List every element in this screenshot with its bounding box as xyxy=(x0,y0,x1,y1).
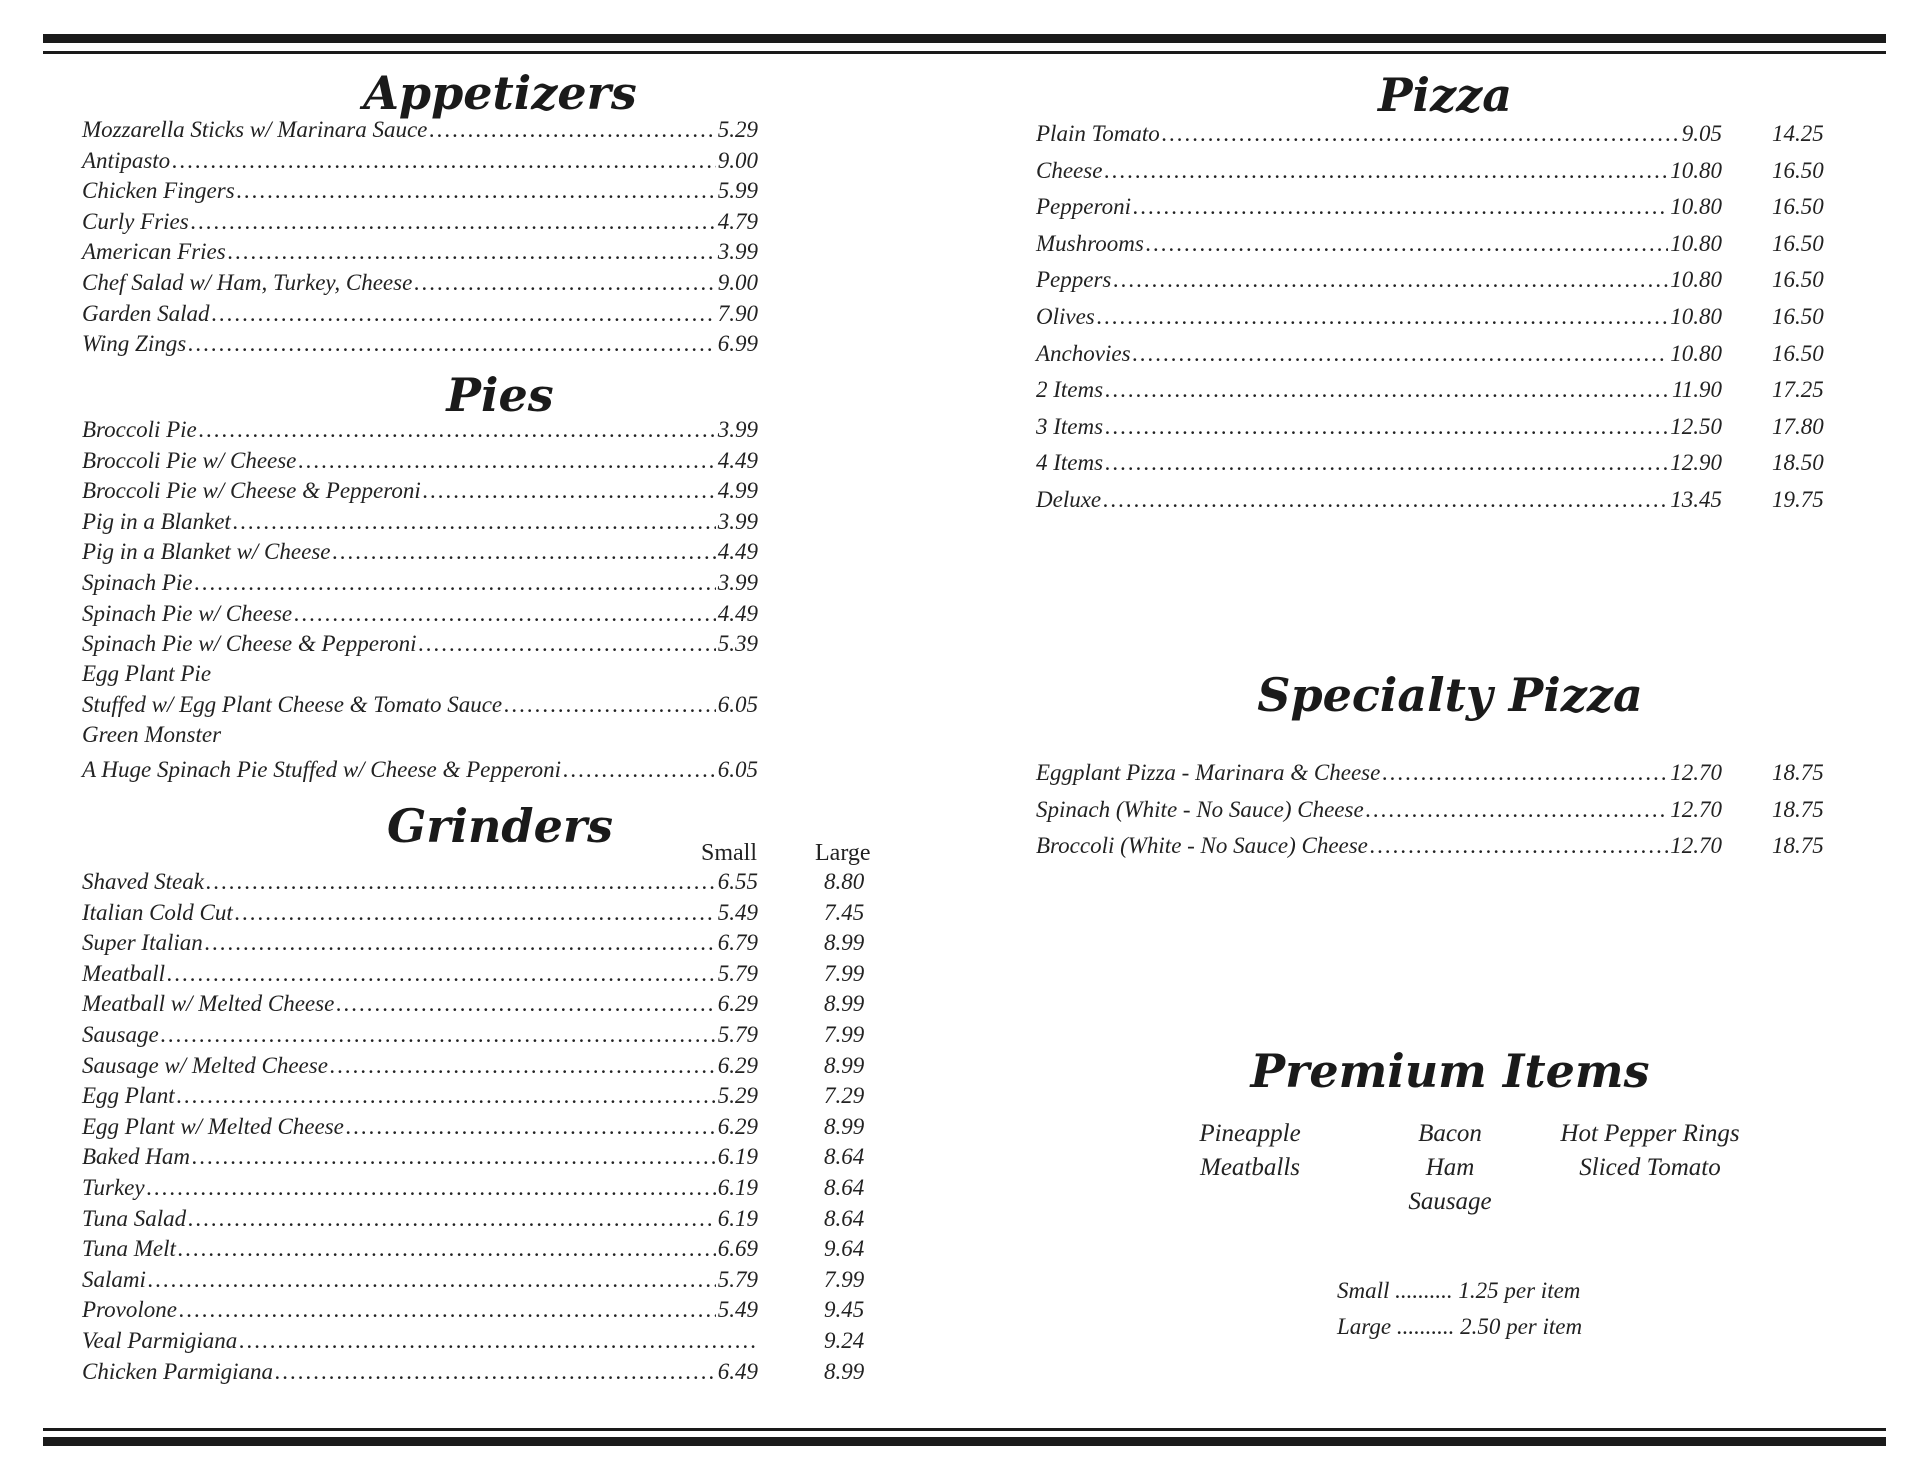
item-price: 10.80 xyxy=(1670,194,1722,220)
pies-list xyxy=(82,417,758,667)
appetizers-list xyxy=(82,117,758,367)
item-name: Broccoli Pie w/ Cheese & Pepperoni xyxy=(82,478,421,504)
item-price: 5.79 xyxy=(717,960,758,986)
dot-leader xyxy=(298,448,715,474)
item-name: Mozzarella Sticks w/ Marinara Sauce xyxy=(82,117,428,142)
dot-leader xyxy=(419,631,716,657)
list-item xyxy=(82,1358,865,1389)
item-price-large: 16.50 xyxy=(1772,194,1824,220)
item-price: 13.45 xyxy=(1670,487,1722,512)
dot-leader xyxy=(414,270,715,296)
dot-leader xyxy=(1133,194,1668,220)
item-price-large: 16.50 xyxy=(1772,340,1824,366)
premium-toppings-col-2 xyxy=(1350,1117,1550,1219)
item-price-large: 18.75 xyxy=(1772,833,1824,859)
dot-leader xyxy=(1105,377,1670,403)
list-item xyxy=(82,1297,865,1327)
item-price: 4.79 xyxy=(717,208,758,234)
item-price-large: 8.99 xyxy=(824,1052,865,1078)
item-name: Chef Salad w/ Ham, Turkey, Cheese xyxy=(82,270,413,295)
grinders-large-header: Large xyxy=(815,840,871,866)
item-price: 9.05 xyxy=(1681,121,1722,146)
list-item xyxy=(1036,157,1824,188)
item-price-large: 7.29 xyxy=(824,1083,865,1109)
appetizers-heading: Appetizers xyxy=(363,66,637,120)
dot-leader xyxy=(192,1144,716,1170)
item-price-large: 17.80 xyxy=(1772,413,1824,439)
item-name: American Fries xyxy=(82,239,226,265)
dot-leader xyxy=(1146,231,1668,257)
item-price-large: 9.64 xyxy=(824,1236,865,1262)
item-price: 6.29 xyxy=(717,991,758,1017)
item-price: 4.99 xyxy=(717,478,758,504)
dot-leader xyxy=(332,539,715,565)
item-name: Veal Parmigiana xyxy=(82,1328,238,1353)
list-item xyxy=(82,991,865,1021)
item-price: 4.49 xyxy=(717,539,758,565)
item-price: 3.99 xyxy=(717,239,758,265)
item-price: 5.39 xyxy=(717,631,758,657)
list-item xyxy=(82,570,758,600)
list-item xyxy=(82,1022,865,1052)
grinders-small-header: Small xyxy=(701,840,758,866)
item-price: 5.29 xyxy=(717,1083,758,1109)
item-price: 7.90 xyxy=(717,300,758,326)
list-item xyxy=(82,301,758,331)
item-price: 3.99 xyxy=(717,417,758,442)
item-name: Tuna Salad xyxy=(82,1205,187,1231)
item-price: 12.70 xyxy=(1670,760,1722,785)
item-name: Cheese xyxy=(1036,157,1103,183)
item-price: 10.80 xyxy=(1670,304,1722,329)
item-name: Provolone xyxy=(82,1297,177,1323)
list-item xyxy=(82,117,758,147)
dot-leader xyxy=(1105,450,1668,476)
item-name: Eggplant Pizza - Marinara & Cheese xyxy=(1036,760,1381,785)
dot-leader xyxy=(239,1328,756,1354)
pizza-heading: Pizza xyxy=(1377,68,1513,122)
item-price: 10.80 xyxy=(1670,230,1722,256)
item-name: Wing Zings xyxy=(82,331,187,357)
item-price: 11.90 xyxy=(1671,377,1722,403)
item-name: Egg Plant xyxy=(82,1083,175,1109)
specialty-pizza-heading: Specialty Pizza xyxy=(1257,668,1643,722)
list-item: Stuffed w/ Egg Plant Cheese & Tomato Sauce ..... 6.05 xyxy=(82,692,758,722)
item-name: Sausage xyxy=(82,1022,159,1047)
item-price-large: 18.75 xyxy=(1772,760,1824,785)
item-name: Super Italian xyxy=(82,930,203,956)
item-price: 10.80 xyxy=(1670,340,1722,366)
top-rule-thin xyxy=(43,51,1886,54)
item-name: Chicken Fingers xyxy=(82,178,235,204)
item-price: 6.49 xyxy=(717,1358,758,1384)
item-name: Broccoli Pie w/ Cheese xyxy=(82,447,297,473)
list-item xyxy=(1036,267,1824,297)
item-price: 9.00 xyxy=(717,147,758,173)
item-price-large: 7.45 xyxy=(824,899,865,925)
item-price-large: 9.24 xyxy=(824,1328,865,1353)
dot-leader xyxy=(161,1022,716,1048)
list-item xyxy=(1036,304,1824,334)
premium-topping: Hot Pepper Rings xyxy=(1560,1120,1740,1147)
item-price: 12.50 xyxy=(1670,413,1722,439)
item-price-large: 8.99 xyxy=(824,1358,865,1384)
dot-leader xyxy=(191,209,716,235)
item-name: Meatball xyxy=(82,960,166,986)
egg-plant-pie-title: Egg Plant Pie xyxy=(82,661,212,686)
list-item xyxy=(82,899,865,930)
dot-leader xyxy=(275,1359,716,1385)
premium-topping: Sliced Tomato xyxy=(1579,1154,1721,1181)
item-price: 4.49 xyxy=(717,447,758,473)
item-price-large: 16.50 xyxy=(1772,157,1824,183)
item-name: Pepperoni xyxy=(1036,194,1131,220)
item-price: 5.49 xyxy=(717,899,758,925)
dot-leader xyxy=(1382,760,1668,786)
list-item xyxy=(1036,121,1824,151)
dot-leader xyxy=(172,148,716,174)
item-price: 10.80 xyxy=(1670,267,1722,293)
dot-leader xyxy=(1366,797,1669,823)
dot-leader xyxy=(188,331,716,357)
item-name: Garden Salad xyxy=(82,300,210,326)
item-price-large: 19.75 xyxy=(1772,487,1824,512)
item-name: Egg Plant w/ Melted Cheese xyxy=(82,1113,344,1139)
grinders-heading: Grinders xyxy=(386,799,613,853)
list-item xyxy=(82,417,758,447)
item-name: Shaved Steak xyxy=(82,869,204,894)
item-name: Tuna Melt xyxy=(82,1236,176,1262)
list-item xyxy=(1036,487,1824,517)
dot-leader xyxy=(148,1267,716,1293)
item-name: Olives xyxy=(1036,304,1095,329)
egg-plant-pie-row xyxy=(82,692,758,722)
list-item xyxy=(82,178,758,208)
item-name: Broccoli (White - No Sauce) Cheese xyxy=(1036,833,1368,859)
item-price-large: 8.99 xyxy=(824,1113,865,1139)
list-item xyxy=(82,239,758,269)
item-price-large: 16.50 xyxy=(1772,230,1824,256)
item-name: 3 Items xyxy=(1036,413,1104,439)
premium-toppings-col-3 xyxy=(1530,1117,1770,1185)
list-item: A Huge Spinach Pie Stuffed w/ Cheese & Pepperoni ..... 6.05 xyxy=(82,757,758,787)
premium-topping: Pineapple xyxy=(1199,1120,1301,1147)
dot-leader xyxy=(228,239,716,265)
item-price: 5.49 xyxy=(717,1297,758,1323)
list-item xyxy=(1036,230,1824,261)
dot-leader xyxy=(177,1083,716,1109)
item-price: 6.29 xyxy=(717,1052,758,1078)
list-item xyxy=(82,1205,865,1236)
dot-leader xyxy=(330,1053,716,1079)
item-name: Curly Fries xyxy=(82,208,189,234)
list-item xyxy=(82,1144,865,1174)
item-price: 4.49 xyxy=(717,600,758,626)
premium-topping: Ham xyxy=(1425,1154,1475,1181)
item-price-large: 16.50 xyxy=(1772,304,1824,329)
dot-leader xyxy=(1370,833,1668,859)
list-item xyxy=(82,478,758,508)
item-price-large: 7.99 xyxy=(824,960,865,986)
item-price-large: 14.25 xyxy=(1772,121,1824,146)
item-price: 6.19 xyxy=(717,1205,758,1231)
green-monster-title: Green Monster xyxy=(82,722,222,747)
item-name: Spinach (White - No Sauce) Cheese xyxy=(1036,796,1364,822)
item-price-large: 8.64 xyxy=(824,1205,865,1231)
dot-leader xyxy=(188,1206,716,1232)
item-price: 5.29 xyxy=(717,117,758,142)
item-price: 12.70 xyxy=(1670,796,1722,822)
item-price: 12.90 xyxy=(1670,450,1722,476)
item-price-large: 9.45 xyxy=(824,1297,865,1323)
dot-leader xyxy=(147,1175,716,1201)
dot-leader xyxy=(1105,414,1668,440)
dot-leader xyxy=(1162,121,1680,147)
dot-leader xyxy=(178,1236,716,1262)
list-item xyxy=(82,448,758,478)
item-name: Antipasto xyxy=(82,147,171,173)
item-name: Pig in a Blanket xyxy=(82,508,231,534)
premium-topping: Sausage xyxy=(1408,1188,1492,1215)
item-price-large: 18.50 xyxy=(1772,450,1824,476)
item-price: 3.99 xyxy=(717,570,758,595)
item-price-large: 8.64 xyxy=(824,1144,865,1170)
list-item xyxy=(1036,194,1824,224)
dot-leader xyxy=(423,478,716,504)
list-item xyxy=(82,1328,865,1358)
item-price-large: 8.80 xyxy=(824,869,865,894)
list-item xyxy=(1036,340,1824,371)
premium-toppings-col-1 xyxy=(1150,1117,1350,1185)
premium-items-heading: Premium Items xyxy=(1250,1044,1650,1098)
dot-leader xyxy=(212,301,716,327)
dot-leader xyxy=(195,570,716,596)
list-item xyxy=(82,148,758,178)
item-price-large: 8.64 xyxy=(824,1175,865,1200)
dot-leader xyxy=(1113,267,1668,293)
item-price: 5.79 xyxy=(717,1266,758,1292)
list-item xyxy=(82,601,758,631)
list-item xyxy=(82,1052,865,1083)
dot-leader xyxy=(1133,341,1669,367)
top-rule-thick xyxy=(43,34,1886,43)
item-name: Mushrooms xyxy=(1036,230,1144,256)
dot-leader xyxy=(206,869,716,895)
item-price: 9.00 xyxy=(717,270,758,295)
item-price: 6.29 xyxy=(717,1113,758,1139)
dot-leader xyxy=(233,509,716,535)
item-price: 3.99 xyxy=(717,508,758,534)
item-price: 6.69 xyxy=(717,1236,758,1262)
item-price-large: 16.50 xyxy=(1772,267,1824,293)
dot-leader xyxy=(1104,158,1668,184)
list-item xyxy=(82,509,758,539)
list-item xyxy=(82,331,758,361)
dot-leader xyxy=(336,991,715,1017)
list-item xyxy=(1036,796,1824,827)
list-item xyxy=(82,270,758,300)
item-price-large: 18.75 xyxy=(1772,796,1824,822)
item-price: 5.99 xyxy=(717,178,758,204)
item-name: Broccoli Pie xyxy=(82,417,197,442)
premium-large-price: Large .......... 2.50 per item xyxy=(1337,1314,1583,1339)
item-price: 6.79 xyxy=(717,930,758,956)
item-price: 6.19 xyxy=(717,1144,758,1170)
specialty-pizza-list xyxy=(1036,760,1856,860)
item-name: Deluxe xyxy=(1036,487,1102,512)
item-name: Anchovies xyxy=(1036,340,1131,366)
dot-leader xyxy=(1097,304,1668,330)
bottom-rule-thin xyxy=(43,1428,1886,1431)
item-price: 6.99 xyxy=(717,331,758,357)
item-name: Turkey xyxy=(82,1175,145,1200)
item-name: 4 Items xyxy=(1036,450,1104,476)
premium-topping: Meatballs xyxy=(1200,1154,1300,1181)
item-price-large: 8.99 xyxy=(824,930,865,956)
dot-leader xyxy=(167,961,716,987)
list-item xyxy=(82,1083,865,1113)
list-item xyxy=(82,1236,865,1266)
item-name: Chicken Parmigiana xyxy=(82,1358,273,1384)
item-price: 5.79 xyxy=(717,1022,758,1047)
list-item xyxy=(1036,377,1824,407)
dot-leader xyxy=(294,601,716,627)
item-name: Italian Cold Cut xyxy=(82,899,233,925)
item-name: Spinach Pie xyxy=(82,570,193,595)
item-name: Spinach Pie w/ Cheese & Pepperoni xyxy=(82,631,417,657)
dot-leader xyxy=(235,900,716,926)
item-price: 6.55 xyxy=(717,869,758,894)
pizza-list xyxy=(1036,121,1856,512)
item-name: Plain Tomato xyxy=(1036,121,1160,146)
list-item xyxy=(82,539,758,569)
list-item xyxy=(82,930,865,960)
item-name: 2 Items xyxy=(1036,377,1104,403)
list-item xyxy=(1036,833,1824,863)
item-name: Meatball w/ Melted Cheese xyxy=(82,991,335,1017)
pies-heading: Pies xyxy=(446,368,554,422)
dot-leader xyxy=(237,178,716,204)
list-item xyxy=(82,631,758,661)
item-name: Pig in a Blanket w/ Cheese xyxy=(82,539,331,565)
premium-small-price: Small .......... 1.25 per item xyxy=(1337,1278,1581,1303)
list-item xyxy=(1036,413,1824,444)
green-monster-row xyxy=(82,757,758,787)
dot-leader xyxy=(205,930,716,956)
item-price-large: 7.99 xyxy=(824,1266,865,1292)
list-item xyxy=(82,1266,865,1297)
dot-leader xyxy=(346,1114,716,1140)
item-name: Peppers xyxy=(1036,267,1112,293)
item-price: 6.19 xyxy=(717,1175,758,1200)
bottom-rule-thick xyxy=(43,1437,1886,1446)
dot-leader xyxy=(179,1297,716,1323)
grinders-list xyxy=(82,869,902,1389)
item-name: Spinach Pie w/ Cheese xyxy=(82,600,293,626)
dot-leader xyxy=(429,117,715,143)
premium-topping: Bacon xyxy=(1418,1120,1482,1147)
item-name: Salami xyxy=(82,1266,146,1292)
item-price-large: 8.99 xyxy=(824,991,865,1017)
list-item xyxy=(1036,760,1824,790)
item-price: 12.70 xyxy=(1670,833,1722,859)
item-name: Baked Ham xyxy=(82,1144,190,1170)
item-name: Sausage w/ Melted Cheese xyxy=(82,1052,328,1078)
list-item xyxy=(82,1113,865,1144)
list-item xyxy=(82,960,865,991)
list-item xyxy=(82,209,758,239)
item-price-large: 7.99 xyxy=(824,1022,865,1047)
dot-leader xyxy=(1103,487,1668,513)
dot-leader xyxy=(199,417,716,443)
list-item xyxy=(82,1175,865,1205)
item-price-large: 17.25 xyxy=(1772,377,1824,403)
item-price: 10.80 xyxy=(1670,157,1722,183)
list-item xyxy=(1036,450,1824,480)
list-item xyxy=(82,869,865,899)
